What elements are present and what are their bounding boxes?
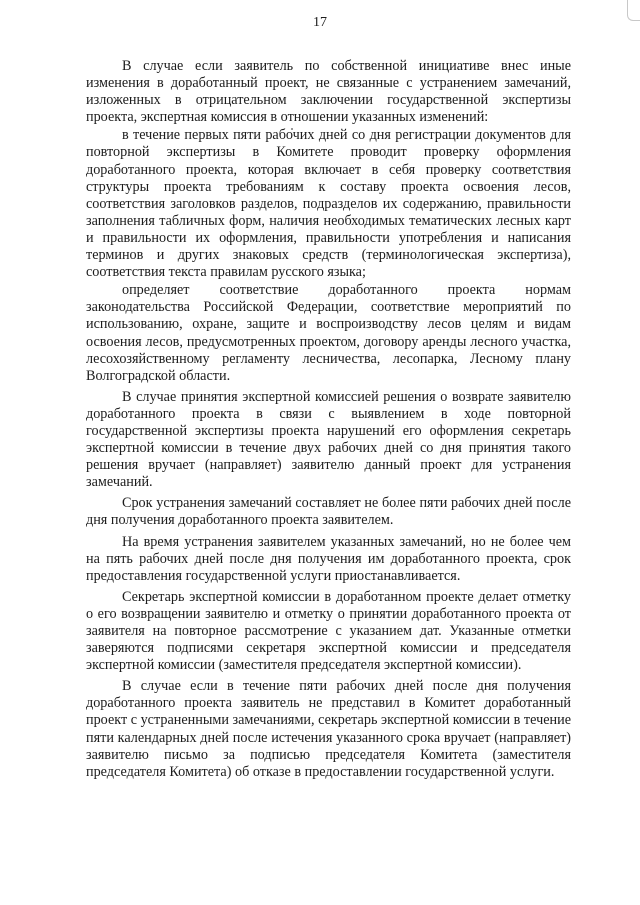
paragraph-7: Секретарь экспертной комиссии в доработанном проекте делает отметку о его возвращении заявителю и отметку о принятии доработанного проекта от заявителя на повторное рассмотрение с указанием дат. Указанные отметки заверяются подписями секретаря экспертной комиссии и председателя экспертной комиссии (заместителя председателя экспертной комиссии). (86, 588, 571, 674)
paragraph-6: На время устранения заявителем указанных замечаний, но не более чем на пять рабочих дней после дня получения им доработанного проекта, срок предоставления государственной услуги приостанавливается. (86, 533, 571, 584)
paragraph-8: В случае если в течение пяти рабочих дней после дня получения доработанного проекта заявитель не представил в Комитет доработанный проект с устраненными замечаниями, секретарь экспертной комиссии в течение пяти календарных дней после истечения указанного срока вручает (направляет) заявителю письмо за подписью председателя Комитета (заместителя председателя Комитета) об отказе в предоставлении государственной услуги. (86, 678, 571, 780)
paragraph-1: В случае если заявитель по собственной инициативе внес иные изменения в доработанный проект, не связанные с устранением замечаний, изложенных в отрицательном заключении государственной экспертизы проекта, экспертная комиссия в отношении указанных изменений: (86, 58, 571, 126)
paragraph-3: определяет соответствие доработанного проекта нормам законодательства Российской Федерации, соответствие мероприятий по использованию, охране, защите и воспроизводству лесов целям и видам освоения лесов, предусмотренных проектом, договору аренды лесного участка, лесохозяйственному регламенту лесничества, лесопарка, Лесному плану Волгоградской области. (86, 282, 571, 384)
paragraph-5: Срок устранения замечаний составляет не более пяти рабочих дней после дня получения доработанного проекта заявителем. (86, 495, 571, 529)
page-number: 17 (313, 15, 327, 30)
paragraph-2: в течение первых пяти рабочих дней со дня регистрации документов для повторной экспертизы в Комитете проводит проверку оформления доработанного проекта, которая включает в себя проверку соответствия структуры проекта требованиям к составу проекта освоения лесов, соответствия заголовков разделов, подразделов их содержанию, правильности заполнения табличных форм, наличия необходимых тематических лесных карт и правильности их оформления, правильности употребления и написания терминов и других знаковых средств (терминологическая экспертиза), соответствия текста правилам русского языка; (86, 127, 571, 281)
paragraph-4: В случае принятия экспертной комиссией решения о возврате заявителю доработанного проекта в связи с выявлением в ходе повторной государственной экспертизы проекта нарушений его оформления секретарь экспертной комиссии в течение двух рабочих дней со дня принятия такого решения вручает (направляет) заявителю данный проект для устранения замечаний. (86, 388, 571, 491)
document-body (86, 58, 571, 781)
